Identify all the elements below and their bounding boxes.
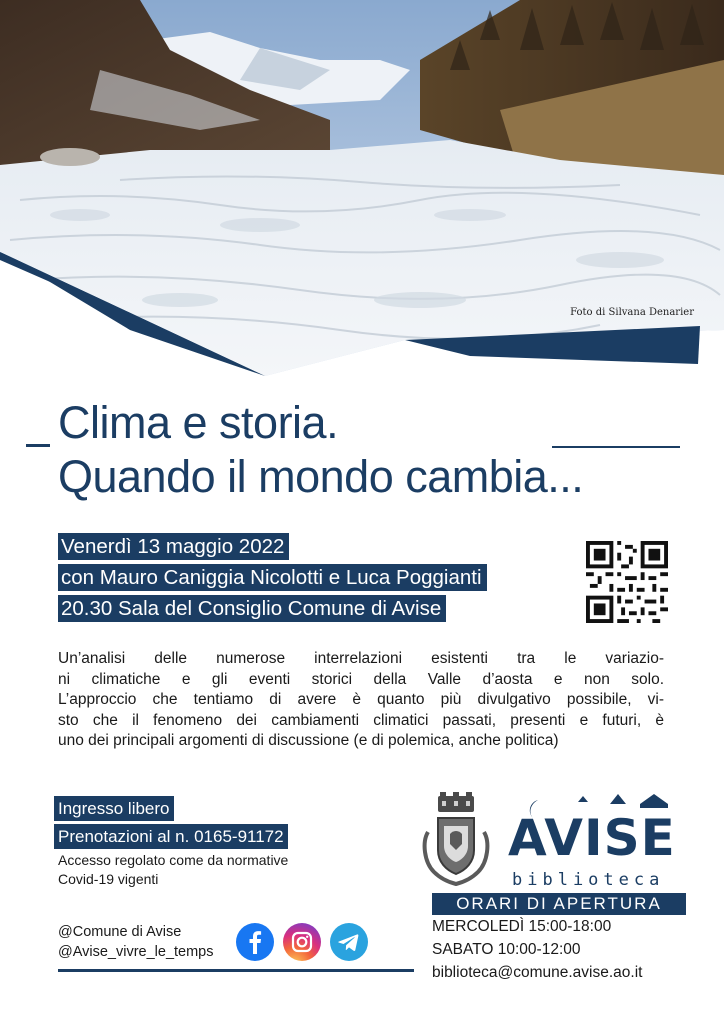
- page-title: [58, 396, 583, 504]
- description-line: ni climatiche e gli eventi storici della Valle d’aosta e non solo.: [58, 670, 664, 688]
- event-speakers: con Mauro Caniggia Nicolotti e Luca Poggianti: [58, 564, 487, 591]
- event-date: Venerdì 13 maggio 2022: [58, 533, 289, 560]
- instagram-icon[interactable]: [283, 923, 321, 961]
- title-dash-left: [26, 444, 50, 447]
- event-description: [58, 649, 664, 752]
- title-line-2: Quando il mondo cambia...: [58, 451, 584, 502]
- hero-photo: [0, 0, 724, 380]
- title-line-1: Clima e storia.: [58, 397, 339, 448]
- instagram-handle[interactable]: @Avise_vivre_le_temps: [58, 944, 214, 960]
- description-line: sto che il fenomeno dei cambiamenti climatici passati, presenti e futuri, è: [58, 711, 664, 729]
- library-logo-word: AVISE: [508, 809, 676, 867]
- coat-of-arms-icon: [420, 792, 492, 888]
- access-note-line-1: Accesso regolato come da normative: [58, 852, 289, 868]
- entry-badge: Ingresso libero: [54, 796, 174, 821]
- opening-hours-title: ORARI DI APERTURA: [432, 893, 686, 915]
- facebook-handle[interactable]: @Comune di Avise: [58, 924, 182, 940]
- qr-code-icon[interactable]: [586, 541, 668, 623]
- library-logo-subtitle: biblioteca: [512, 870, 665, 890]
- event-venue: 20.30 Sala del Consiglio Comune di Avise: [58, 595, 446, 622]
- booking-badge: Prenotazioni al n. 0165-91172: [54, 824, 288, 849]
- telegram-icon[interactable]: [330, 923, 368, 961]
- facebook-icon[interactable]: [236, 923, 274, 961]
- snowy-mountain-valley-photo: [0, 0, 724, 380]
- hours-saturday: SABATO 10:00-12:00: [432, 941, 581, 958]
- library-email[interactable]: biblioteca@comune.avise.ao.it: [432, 964, 643, 981]
- social-divider: [58, 969, 414, 972]
- description-line: L’approccio che tentiamo di avere è quanto più divulgativo possibile, vi-: [58, 691, 664, 708]
- photo-credit: Foto di Silvana Denarier: [570, 307, 694, 318]
- description-line: uno dei principali argomenti di discussione (e di polemica, anche politica): [58, 732, 559, 749]
- access-note-line-2: Covid-19 vigenti: [58, 871, 159, 887]
- hours-wednesday: MERCOLEDÌ 15:00-18:00: [432, 918, 612, 935]
- description-line: Un’analisi delle numerose interrelazioni esistenti tra le variazio-: [58, 650, 664, 667]
